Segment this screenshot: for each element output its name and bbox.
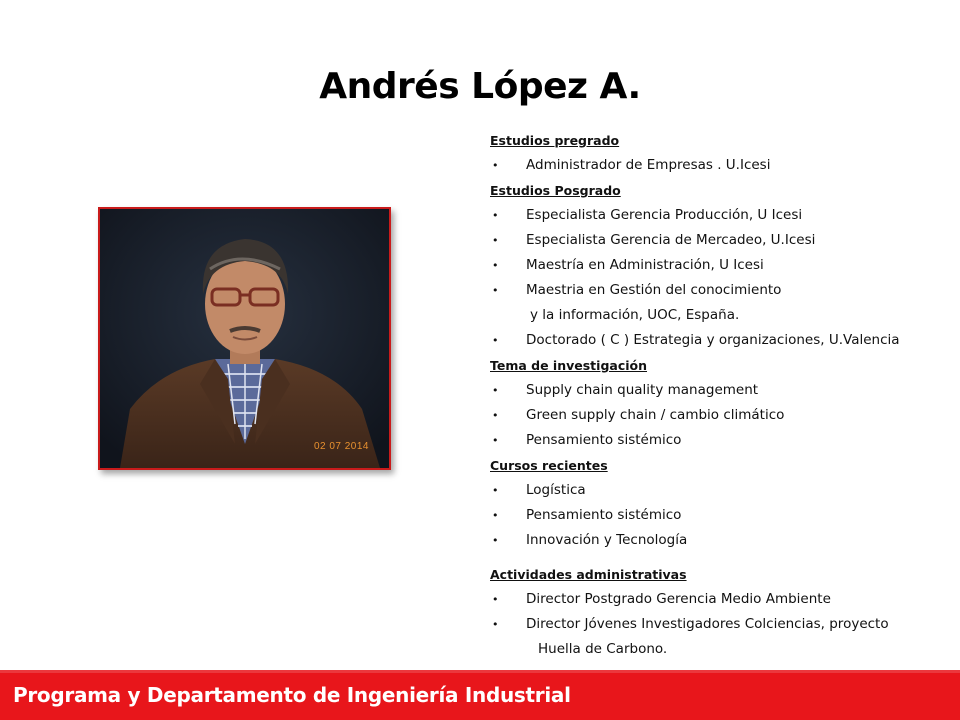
list-item-continuation: Huella de Carbono. bbox=[538, 641, 668, 657]
list-item: • Director Jóvenes Investigadores Colciencias, proyecto bbox=[490, 612, 930, 637]
list-item: • Supply chain quality management bbox=[490, 378, 930, 403]
list-item: • Especialista Gerencia de Mercadeo, U.Icesi bbox=[490, 228, 930, 253]
section-heading-cursos: Cursos recientes bbox=[490, 458, 608, 473]
list-item: • Green supply chain / cambio climático bbox=[490, 403, 930, 428]
section-heading-investigacion: Tema de investigación bbox=[490, 358, 648, 373]
section-heading-posgrado: Estudios Posgrado bbox=[490, 183, 621, 198]
section-heading-pregrado: Estudios pregrado bbox=[490, 133, 620, 148]
photo-date-stamp: 02 07 2014 bbox=[313, 441, 369, 452]
footer-text: Programa y Departamento de Ingeniería Industrial bbox=[13, 683, 571, 707]
list-item: • Pensamiento sistémico bbox=[490, 428, 930, 453]
list-item: • Administrador de Empresas . U.Icesi bbox=[490, 153, 930, 178]
list-item-continuation: y la información, UOC, España. bbox=[530, 307, 740, 323]
list-item: • Maestría en Administración, U Icesi bbox=[490, 253, 930, 278]
list-item: • Pensamiento sistémico bbox=[490, 503, 930, 528]
list-item: • Maestria en Gestión del conocimiento bbox=[490, 278, 930, 303]
list-item: • Director Postgrado Gerencia Medio Ambiente bbox=[490, 587, 930, 612]
profile-photo bbox=[98, 207, 391, 470]
list-item: • Doctorado ( C ) Estrategia y organizaciones, U.Valencia bbox=[490, 328, 930, 353]
profile-details bbox=[490, 128, 930, 662]
list-item: • Especialista Gerencia Producción, U Icesi bbox=[490, 203, 930, 228]
section-heading-administrativas: Actividades administrativas bbox=[490, 567, 687, 582]
page-title: Andrés López A. bbox=[319, 66, 641, 107]
footer-banner bbox=[0, 670, 960, 720]
list-item: • Logística bbox=[490, 478, 930, 503]
portrait-image bbox=[100, 209, 389, 468]
list-item: • Innovación y Tecnología bbox=[490, 528, 930, 553]
